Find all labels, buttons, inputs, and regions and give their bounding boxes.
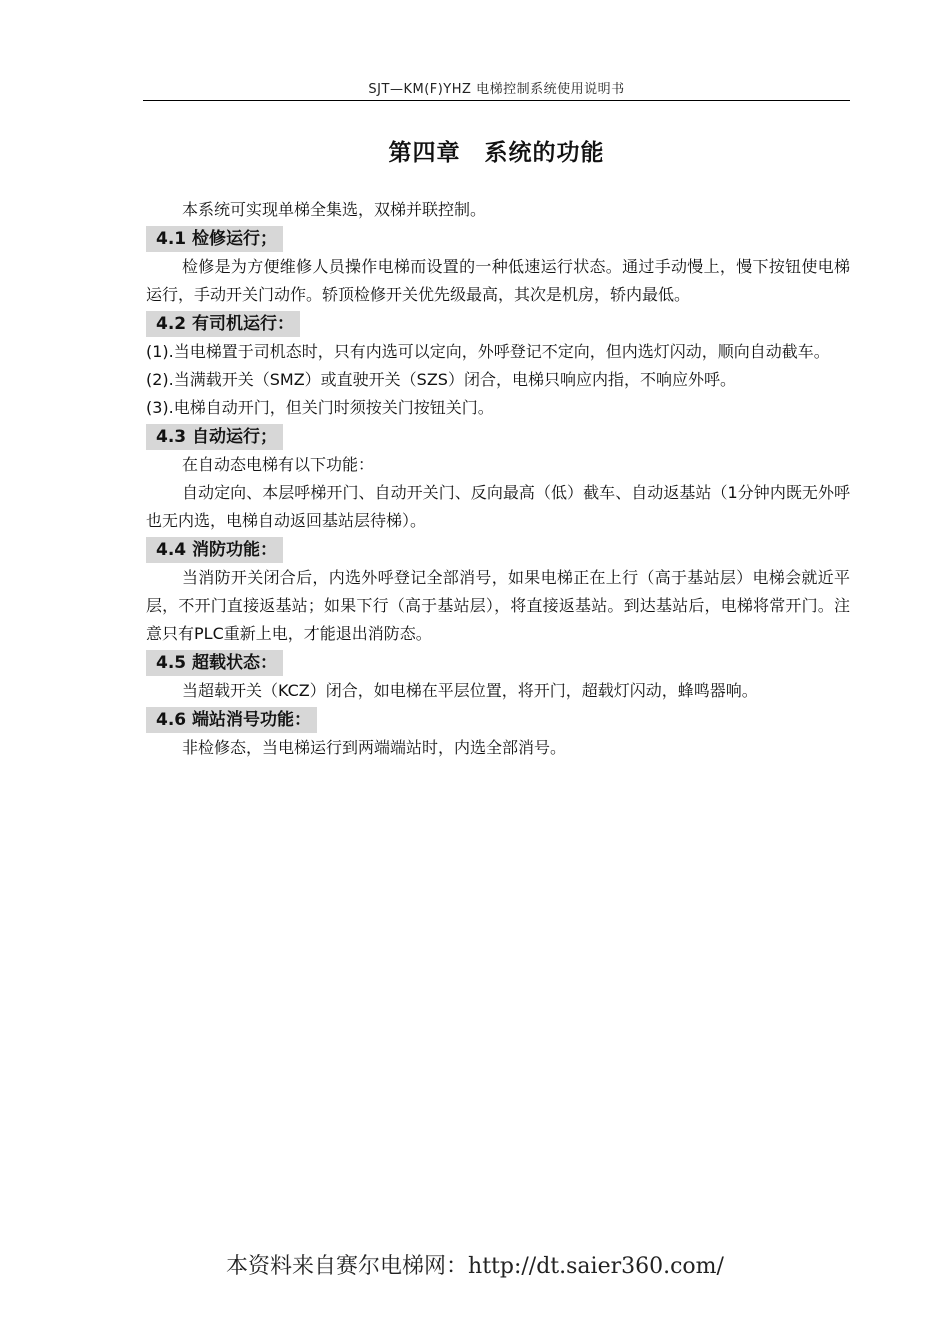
document-body — [146, 196, 850, 762]
intro-paragraph: 本系统可实现单梯全集选，双梯并联控制。 — [182, 200, 487, 219]
section-heading: 4.6 端站消号功能： — [146, 707, 317, 733]
section-paragraph: 自动定向、本层呼梯开门、自动开关门、反向最高（低）截车、自动返基站（1分钟内既无外呼也无内选，电梯自动返回基站层待梯）。 — [146, 483, 850, 530]
section-heading: 4.4 消防功能： — [146, 537, 283, 563]
section-heading: 4.1 检修运行； — [146, 226, 283, 252]
source-footer: 本资料来自赛尔电梯网：http://dt.saier360.com/ — [226, 1254, 724, 1279]
section-heading: 4.3 自动运行； — [146, 424, 283, 450]
running-header: SJT—KM(F)YHZ 电梯控制系统使用说明书 — [368, 82, 625, 97]
section-heading: 4.2 有司机运行： — [146, 311, 300, 337]
section-4-6 — [146, 705, 850, 762]
section-4-4 — [146, 535, 850, 648]
section-4-3 — [146, 422, 850, 535]
section-paragraph: 非检修态，当电梯运行到两端端站时，内选全部消号。 — [182, 738, 567, 757]
section-heading: 4.5 超载状态： — [146, 650, 283, 676]
list-item: (1).当电梯置于司机态时，只有内选可以定向，外呼登记不定向，但内选灯闪动，顺向自动截车。 — [146, 342, 830, 361]
list-item: (2).当满载开关（SMZ）或直驶开关（SZS）闭合，电梯只响应内指，不响应外呼。 — [146, 370, 736, 389]
section-paragraph: 检修是为方便维修人员操作电梯而设置的一种低速运行状态。通过手动慢上，慢下按钮使电梯运行，手动开关门动作。轿顶检修开关优先级最高，其次是机房，轿内最低。 — [146, 257, 850, 304]
chapter-title: 第四章 系统的功能 — [388, 140, 605, 166]
list-item: (3).电梯自动开门，但关门时须按关门按钮关门。 — [146, 398, 494, 417]
section-4-2 — [146, 309, 850, 422]
section-paragraph: 当超载开关（KCZ）闭合，如电梯在平层位置，将开门，超载灯闪动，蜂鸣器响。 — [182, 681, 758, 700]
section-4-1 — [146, 224, 850, 309]
section-paragraph: 当消防开关闭合后，内选外呼登记全部消号，如果电梯正在上行（高于基站层）电梯会就近平层，不开门直接返基站；如果下行（高于基站层），将直接返基站。到达基站后，电梯将常开门。注意只有PLC重新上电，才能退出消防态。 — [146, 568, 850, 643]
section-paragraph: 在自动态电梯有以下功能： — [182, 455, 375, 474]
header-divider — [143, 100, 850, 101]
section-4-5 — [146, 648, 850, 705]
